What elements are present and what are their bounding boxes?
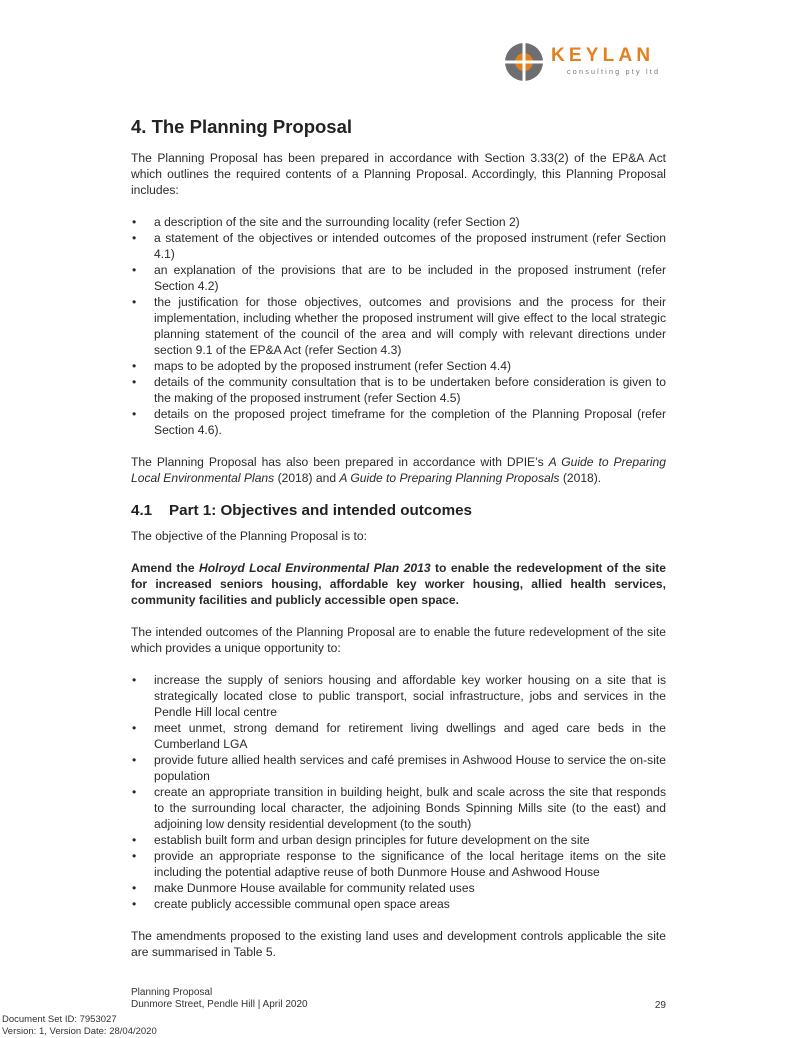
document-set-info bbox=[2, 1014, 157, 1038]
keylan-logo-mark-icon bbox=[504, 42, 544, 82]
footer-doc-title: Planning Proposal bbox=[131, 987, 213, 998]
list-item: • establish built form and urban design principles for future development on the site bbox=[132, 833, 590, 847]
guides-paragraph: The Planning Proposal has also been prepared in accordance with DPIE’s A Guide to Preparing Local Environmental Plans (2018) and A Guide to Preparing Planning Proposals (2018). bbox=[131, 455, 666, 485]
bullet-icon: • bbox=[132, 833, 137, 847]
bullet-icon: • bbox=[132, 897, 137, 911]
section-heading bbox=[131, 502, 666, 520]
outcomes-intro: The intended outcomes of the Planning Proposal are to enable the future redevelopment of the site which provides a unique opportunity to: bbox=[131, 625, 666, 655]
document-set-id: Document Set ID: 7953027 bbox=[2, 1014, 117, 1025]
list-item: • maps to be adopted by the proposed instrument (refer Section 4.4) bbox=[132, 359, 511, 373]
lep-name: Holroyd Local Environmental Plan 2013 bbox=[199, 561, 431, 575]
guide-lep-title: A Guide to Preparing Local Environmental Plans bbox=[131, 455, 666, 485]
objective-statement: Amend the Holroyd Local Environmental Plan 2013 to enable the redevelopment of the site for increased seniors housing, affordable key worker housing, allied health services, community facilities and publicly accessible open space. bbox=[131, 561, 666, 607]
list-item: • a statement of the objectives or intended outcomes of the proposed instrument (refer Section 4.1) bbox=[132, 231, 666, 261]
bullet-icon: • bbox=[132, 673, 137, 687]
bullet-icon: • bbox=[132, 375, 137, 389]
list-item: • details of the community consultation that is to be undertaken before consideration is given to the making of the proposed instrument (refer Section 4.5) bbox=[132, 375, 666, 405]
list-item: • a description of the site and the surrounding locality (refer Section 2) bbox=[132, 215, 520, 229]
guide-pp-title: A Guide to Preparing Planning Proposals bbox=[339, 471, 560, 485]
main-content bbox=[131, 116, 666, 976]
bullet-icon: • bbox=[132, 231, 137, 245]
section-number: 4.1 bbox=[131, 502, 153, 519]
bullet-icon: • bbox=[132, 359, 137, 373]
logo-tagline: consulting pty ltd bbox=[567, 67, 661, 76]
footer-location-date: Dunmore Street, Pendle Hill | April 2020 bbox=[131, 999, 308, 1010]
keylan-logo bbox=[504, 42, 674, 82]
version-info: Version: 1, Version Date: 28/04/2020 bbox=[2, 1026, 157, 1037]
page-number: 29 bbox=[654, 1000, 666, 1011]
section-title: Part 1: Objectives and intended outcomes bbox=[169, 502, 472, 519]
list-item: • create an appropriate transition in building height, bulk and scale across the site that responds to the surrounding local character, the adjoining Bonds Spinning Mills site (to the east) and adjoining low density residential development (to the south) bbox=[132, 785, 666, 831]
bullet-icon: • bbox=[132, 263, 137, 277]
closing-paragraph: The amendments proposed to the existing land uses and development controls applicable the site are summarised in Table 5. bbox=[131, 929, 666, 959]
logo-name: KEYLAN bbox=[551, 45, 655, 66]
bullet-icon: • bbox=[132, 753, 137, 767]
list-item: • details on the proposed project timeframe for the completion of the Planning Proposal (refer Section 4.6). bbox=[132, 407, 666, 437]
list-item: • provide future allied health services and café premises in Ashwood House to service the on-site population bbox=[132, 753, 666, 783]
list-item: • increase the supply of seniors housing and affordable key worker housing on a site that is strategically located close to public transport, social infrastructure, jobs and services in the Pendle Hill local centre bbox=[132, 673, 666, 719]
bullet-icon: • bbox=[132, 881, 137, 895]
list-item: • make Dunmore House available for community related uses bbox=[132, 881, 475, 895]
includes-list bbox=[131, 214, 666, 438]
bullet-icon: • bbox=[132, 407, 137, 421]
objective-intro: The objective of the Planning Proposal is to: bbox=[131, 529, 367, 543]
outcomes-list bbox=[131, 672, 666, 912]
page-title: 4. The Planning Proposal bbox=[131, 116, 353, 137]
list-item: • provide an appropriate response to the significance of the local heritage items on the site including the potential adaptive reuse of both Dunmore House and Ashwood House bbox=[132, 849, 666, 879]
list-item: • the justification for those objectives, outcomes and provisions and the process for their implementation, including whether the proposed instrument will give effect to the local strategic planning statement of the council of the area and will comply with relevant directions under section 9.1 of the EP&A Act (refer Section 4.3) bbox=[132, 295, 666, 357]
bullet-icon: • bbox=[132, 295, 137, 309]
bullet-icon: • bbox=[132, 849, 137, 863]
list-item: • create publicly accessible communal open space areas bbox=[132, 897, 450, 911]
bullet-icon: • bbox=[132, 785, 137, 799]
list-item: • meet unmet, strong demand for retirement living dwellings and aged care beds in the Cumberland LGA bbox=[132, 721, 666, 751]
intro-paragraph: The Planning Proposal has been prepared in accordance with Section 3.33(2) of the EP&A Act which outlines the required contents of a Planning Proposal. Accordingly, this Planning Proposal includes: bbox=[131, 151, 666, 197]
page-footer bbox=[131, 987, 666, 1011]
bullet-icon: • bbox=[132, 215, 137, 229]
bullet-icon: • bbox=[132, 721, 137, 735]
list-item: • an explanation of the provisions that are to be included in the proposed instrument (refer Section 4.2) bbox=[132, 263, 666, 293]
